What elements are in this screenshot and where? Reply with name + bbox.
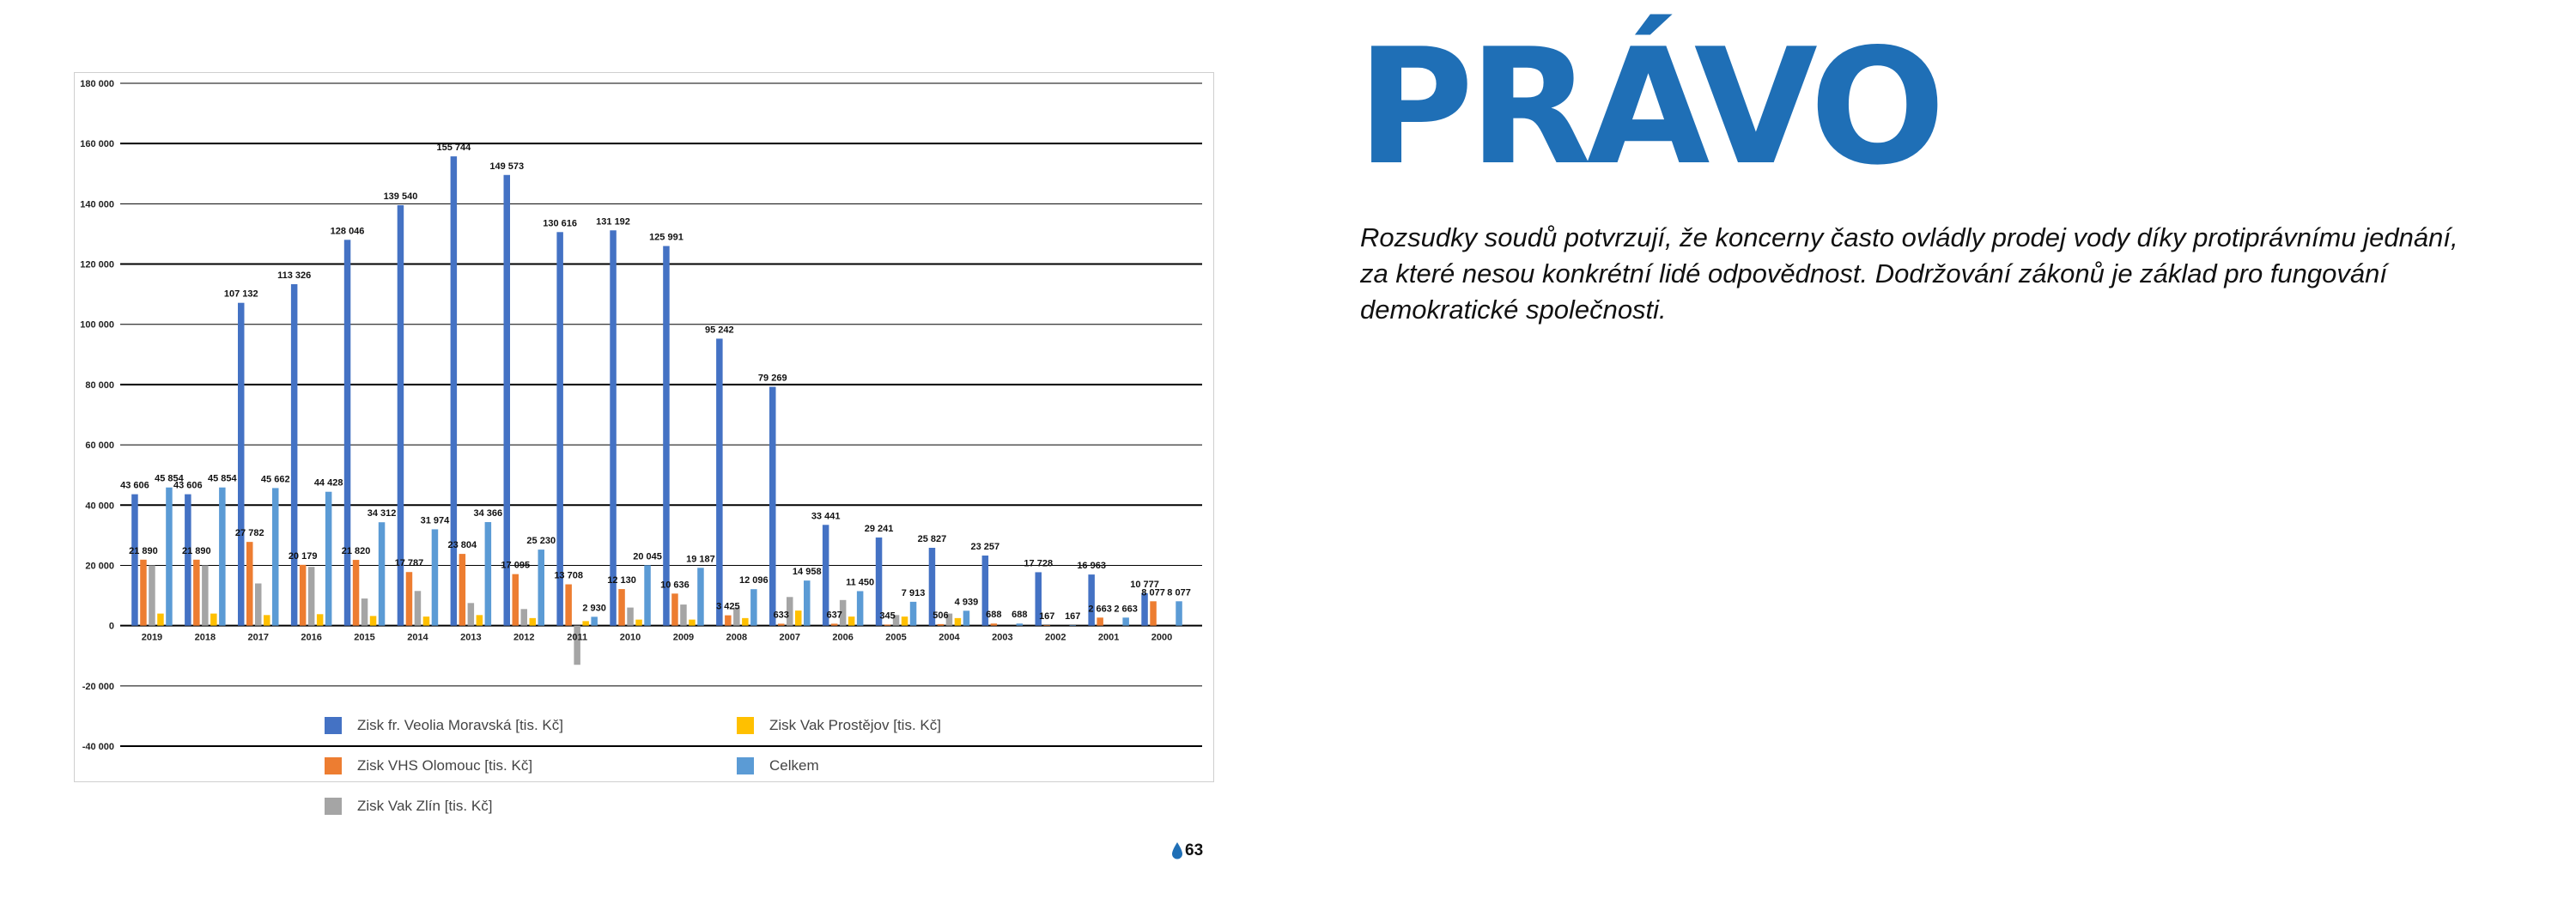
legend-label-celkem: Celkem	[769, 757, 819, 774]
bar	[264, 615, 270, 625]
data-label: 14 958	[792, 567, 822, 578]
bar	[157, 614, 164, 626]
data-label: 29 241	[864, 524, 894, 535]
bar	[361, 598, 368, 626]
bar	[938, 624, 945, 626]
x-tick-label: 2004	[939, 632, 960, 643]
data-label: 107 132	[223, 288, 258, 300]
x-tick-label: 2012	[513, 632, 535, 643]
data-label: 10 777	[1130, 579, 1159, 590]
bar	[680, 604, 687, 626]
bar	[910, 602, 917, 626]
bar	[574, 626, 580, 665]
data-label: 21 890	[182, 545, 211, 556]
data-label: 688	[986, 610, 1002, 621]
data-label: 34 312	[367, 508, 397, 519]
bar	[902, 616, 908, 626]
data-label: 4 939	[954, 597, 979, 608]
legend-label-vhs: Zisk VHS Olomouc [tis. Kč]	[357, 757, 533, 774]
x-tick-label: 2011	[567, 632, 588, 643]
bar	[644, 565, 651, 625]
data-label: 95 242	[705, 325, 734, 336]
x-tick-label: 2007	[779, 632, 800, 643]
data-label: 130 616	[543, 218, 578, 229]
bar	[149, 565, 155, 625]
x-tick-label: 2005	[885, 632, 907, 643]
bar	[1141, 593, 1148, 626]
data-label: 43 606	[120, 480, 149, 491]
bar	[1097, 617, 1103, 625]
data-label: 167	[1065, 611, 1081, 623]
x-tick-label: 2013	[460, 632, 482, 643]
legend-item-celkem	[737, 757, 819, 774]
bar	[742, 618, 749, 626]
y-tick-label: 60 000	[85, 440, 114, 452]
bar	[991, 623, 998, 625]
bar	[353, 560, 360, 626]
page-number	[1171, 841, 1203, 860]
data-label: 155 744	[436, 143, 471, 154]
data-label: 17 095	[501, 560, 531, 571]
data-label: 125 991	[649, 232, 683, 243]
bar	[477, 615, 483, 625]
data-label: 23 804	[447, 540, 477, 551]
data-label: 2 663	[1114, 604, 1138, 615]
data-label: 3 425	[716, 601, 740, 612]
bar	[140, 560, 147, 626]
bar	[308, 567, 315, 625]
data-label: 45 662	[260, 474, 290, 485]
data-label: 17 728	[1024, 558, 1054, 569]
bar	[1044, 625, 1051, 626]
bar	[379, 522, 386, 625]
data-label: 688	[1012, 610, 1028, 621]
bar	[955, 618, 962, 626]
y-tick-label: 120 000	[80, 259, 114, 270]
data-label: 33 441	[811, 511, 841, 522]
bar	[689, 620, 696, 626]
legend-label-prostejov: Zisk Vak Prostějov [tis. Kč]	[769, 717, 941, 733]
data-label: 2 930	[582, 603, 606, 614]
bar	[238, 303, 245, 626]
x-tick-label: 2003	[992, 632, 1013, 643]
data-label: 19 187	[686, 554, 715, 565]
legend-label-veolia: Zisk fr. Veolia Moravská [tis. Kč]	[357, 717, 563, 733]
x-tick-label: 2002	[1045, 632, 1066, 643]
x-tick-label: 2015	[354, 632, 375, 643]
bar	[272, 488, 279, 625]
bar	[459, 554, 466, 626]
data-label: 8 077	[1167, 587, 1191, 598]
page-number-text: 63	[1185, 841, 1204, 859]
y-tick-label: 20 000	[85, 561, 114, 572]
bar	[185, 495, 191, 626]
data-label: 31 974	[420, 515, 450, 526]
data-label: 131 192	[596, 216, 630, 228]
x-tick-label: 2017	[247, 632, 269, 643]
bar	[750, 589, 757, 625]
x-tick-label: 2001	[1097, 632, 1120, 643]
bar	[423, 616, 430, 626]
legend-item-veolia	[325, 717, 563, 734]
data-label: 167	[1039, 611, 1055, 623]
data-label: 34 366	[473, 508, 503, 519]
data-label: 21 820	[341, 546, 371, 557]
y-tick-label: -20 000	[82, 681, 114, 692]
y-tick-label: 140 000	[80, 199, 114, 210]
bar	[769, 386, 776, 625]
data-label: 44 428	[313, 477, 343, 489]
data-label: 17 787	[394, 558, 424, 569]
bar	[485, 522, 492, 626]
bar	[291, 284, 298, 626]
y-tick-label: 80 000	[85, 380, 114, 391]
y-tick-label: 40 000	[85, 501, 114, 512]
bar	[610, 230, 617, 625]
bar	[246, 542, 253, 625]
bar	[193, 560, 200, 626]
x-tick-label: 2014	[407, 632, 428, 643]
data-label: 21 890	[129, 545, 158, 556]
legend-item-zlin	[325, 798, 492, 815]
bar	[663, 246, 670, 626]
data-label: 25 230	[526, 536, 556, 547]
bar	[219, 488, 226, 626]
y-tick-label: 180 000	[80, 79, 114, 89]
bar	[556, 232, 563, 625]
bar	[1088, 574, 1095, 626]
data-label: 45 854	[155, 473, 184, 484]
data-label: 2 663	[1088, 604, 1112, 615]
body-paragraph: Rozsudky soudů potvrzují, že koncerny často ovládly prodej vody díky protiprávnímu jednání, za které nesou konkrétní lidé odpovědnost. Dodržování zákonů je základ pro fungování demokratické společnosti.	[1360, 222, 2458, 325]
bar	[530, 618, 537, 626]
bar	[591, 616, 598, 625]
legend-swatch-veolia	[325, 717, 342, 734]
x-tick-label: 2018	[194, 632, 216, 643]
bar	[210, 614, 217, 626]
legend-item-prostejov	[737, 717, 941, 734]
y-tick-label: 160 000	[80, 139, 114, 150]
data-label: 20 045	[633, 551, 662, 562]
bar	[963, 610, 970, 625]
bar	[671, 593, 678, 625]
bar	[1122, 617, 1129, 625]
data-label: 45 854	[208, 473, 237, 484]
data-label: 139 540	[383, 191, 418, 202]
y-tick-label: 0	[108, 621, 114, 632]
legend-swatch-vhs	[325, 757, 342, 774]
legend-swatch-prostejov	[737, 717, 754, 734]
data-label: 13 708	[554, 570, 583, 581]
bar	[166, 488, 173, 626]
bar	[884, 624, 891, 625]
x-tick-label: 2009	[672, 632, 695, 643]
bar	[202, 565, 209, 625]
data-label: 128 046	[330, 226, 365, 237]
bar	[344, 240, 351, 625]
x-tick-label: 2019	[141, 632, 163, 643]
x-tick-label: 2016	[301, 632, 322, 643]
legend-label-zlin: Zisk Vak Zlín [tis. Kč]	[357, 798, 493, 814]
data-label: 23 257	[970, 542, 1000, 553]
bar	[521, 609, 528, 625]
bar	[325, 492, 332, 626]
data-label: 7 913	[901, 587, 926, 598]
data-label: 25 827	[917, 534, 947, 545]
water-drop-icon	[1171, 841, 1183, 860]
data-label: 633	[773, 610, 789, 621]
bar	[725, 616, 732, 626]
data-label: 10 636	[660, 580, 690, 591]
bar	[432, 529, 439, 625]
data-label: 79 269	[757, 373, 787, 384]
data-label: 20 179	[288, 550, 318, 562]
bar	[513, 574, 519, 626]
legend-swatch-celkem	[737, 757, 754, 774]
data-label: 12 130	[607, 575, 636, 586]
legend-swatch-zlin	[325, 798, 342, 815]
y-tick-label: -40 000	[82, 742, 114, 752]
bar	[778, 623, 785, 625]
data-label: 637	[826, 610, 842, 621]
bar	[795, 610, 802, 626]
bar	[370, 616, 377, 625]
x-tick-label: 2006	[832, 632, 854, 643]
bar	[538, 550, 545, 626]
data-label: 113 326	[277, 270, 312, 281]
bar	[415, 591, 422, 625]
bar	[1070, 625, 1077, 626]
bar	[831, 623, 838, 625]
bar	[255, 584, 262, 626]
x-tick-label: 2008	[726, 632, 748, 643]
data-label: 11 450	[846, 577, 875, 588]
bar	[300, 565, 307, 626]
bar	[317, 614, 324, 625]
data-label: 149 573	[489, 161, 525, 172]
data-label: 27 782	[234, 528, 264, 539]
page-headline: PRÁVO	[1357, 14, 1941, 200]
bar	[857, 591, 864, 625]
bar	[565, 585, 572, 626]
bar	[1017, 623, 1024, 625]
bar	[582, 621, 589, 625]
bar	[697, 568, 704, 625]
bar	[635, 620, 642, 626]
bar	[131, 495, 138, 626]
data-label: 506	[933, 610, 949, 621]
bar	[618, 589, 625, 626]
x-tick-label: 2000	[1151, 632, 1173, 643]
data-label: 345	[879, 610, 896, 622]
legend-item-vhs	[325, 757, 532, 774]
bar	[406, 572, 413, 625]
data-label: 16 963	[1077, 561, 1106, 572]
data-label: 12 096	[739, 575, 769, 586]
bar	[1176, 601, 1182, 625]
bar	[1150, 601, 1157, 625]
bar	[804, 580, 811, 625]
data-label: 8 077	[1141, 587, 1165, 598]
bar	[504, 175, 511, 626]
data-label: 43 606	[173, 480, 203, 491]
bar	[848, 616, 855, 626]
bar	[627, 608, 634, 626]
bar	[716, 338, 723, 625]
bar	[468, 603, 475, 625]
y-tick-label: 100 000	[80, 319, 114, 331]
x-tick-label: 2010	[619, 632, 641, 643]
bar	[451, 156, 458, 626]
